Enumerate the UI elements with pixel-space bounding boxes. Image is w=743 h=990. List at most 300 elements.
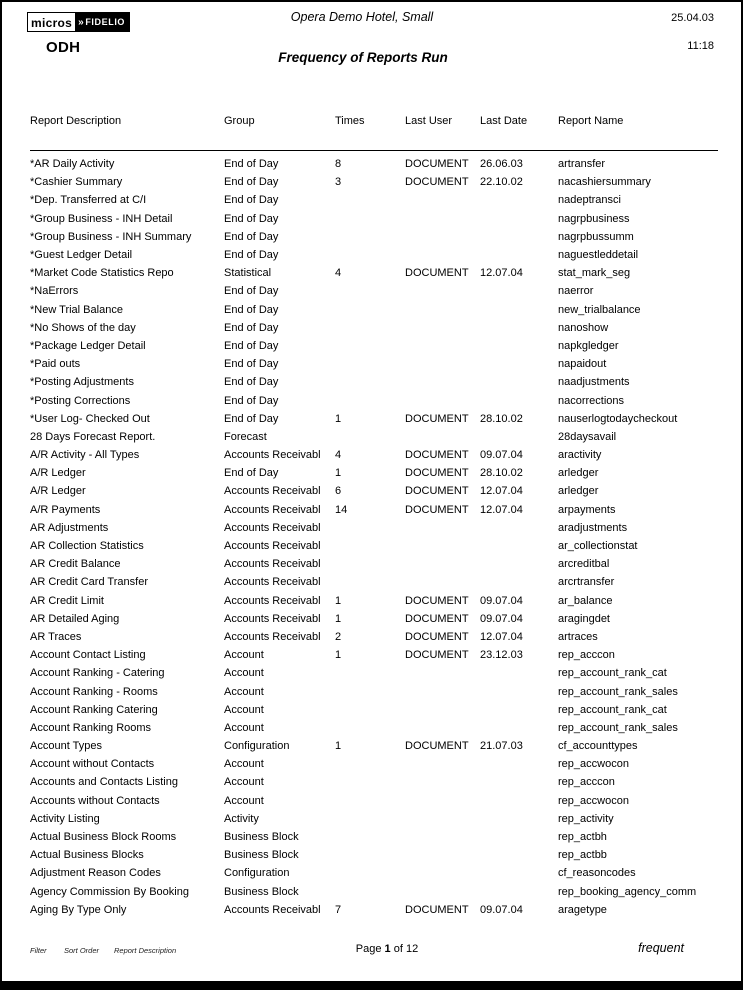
times-cell: 4 (335, 267, 342, 280)
table-row (30, 410, 718, 428)
table-row (30, 319, 718, 337)
table-row (30, 773, 718, 791)
last-user-cell (405, 228, 480, 246)
times-cell: 1 (335, 740, 342, 753)
last-date-cell: 21.07.03 (480, 740, 523, 753)
page-number: 1 (384, 943, 391, 955)
last-date-cell: 09.07.04 (480, 612, 523, 625)
group-cell: End of Day (224, 158, 279, 171)
last-date-cell: 23.12.03 (480, 649, 523, 662)
last-date-cell: 28.10.02 (480, 412, 523, 425)
report-name-cell: arcreditbal (558, 558, 610, 571)
group-cell: Accounts Receivabl (224, 576, 321, 589)
last-date-cell (480, 792, 558, 810)
last-date-cell (480, 319, 558, 337)
last-user-cell (405, 828, 480, 846)
last-date-cell: 26.06.03 (480, 158, 523, 171)
last-date-cell (480, 810, 558, 828)
last-user-cell: DOCUMENT (405, 630, 469, 643)
report-name-cell: artraces (558, 630, 598, 643)
report-name-cell: naerror (558, 285, 594, 298)
report-name-cell: artransfer (558, 158, 606, 171)
last-user-cell (405, 773, 480, 791)
column-header-last-user: Last User (405, 115, 480, 151)
table-row (30, 901, 718, 919)
group-cell: Account (224, 649, 264, 662)
last-user-cell (405, 428, 480, 446)
report-name-cell: ar_balance (558, 594, 613, 607)
last-user-cell (405, 573, 480, 591)
report-name-cell: rep_account_rank_sales (558, 685, 678, 698)
group-cell: End of Day (224, 412, 279, 425)
times-cell: 7 (335, 903, 342, 916)
report-name-cell: nauserlogtodaycheckout (558, 412, 678, 425)
times-cell (335, 391, 405, 409)
report-name-cell: nacashiersummary (558, 176, 651, 189)
last-user-cell (405, 555, 480, 573)
last-user-cell (405, 246, 480, 264)
report-description-cell: Actual Business Blocks (30, 849, 144, 862)
last-date-cell (480, 846, 558, 864)
last-date-cell (480, 573, 558, 591)
times-cell (335, 519, 405, 537)
table-row (30, 428, 718, 446)
report-name-cell: cf_reasoncodes (558, 867, 636, 880)
times-cell (335, 337, 405, 355)
last-user-cell (405, 355, 480, 373)
times-cell (335, 792, 405, 810)
last-date-cell (480, 701, 558, 719)
report-file-name: frequent (638, 941, 684, 955)
report-name-cell: ar_collectionstat (558, 540, 638, 553)
report-description-cell: *NaErrors (30, 285, 79, 298)
group-cell: End of Day (224, 394, 279, 407)
table-row (30, 701, 718, 719)
table-row (30, 264, 718, 282)
table-row (30, 846, 718, 864)
times-cell: 1 (335, 594, 342, 607)
group-cell: Account (224, 794, 264, 807)
times-cell: 1 (335, 467, 342, 480)
report-description-cell: *Paid outs (30, 358, 81, 371)
group-cell: Accounts Receivabl (224, 594, 321, 607)
report-description-cell: Accounts and Contacts Listing (30, 776, 178, 789)
group-cell: Configuration (224, 867, 290, 880)
table-row (30, 573, 718, 591)
group-cell: Account (224, 703, 264, 716)
report-name-cell: naguestleddetail (558, 249, 639, 262)
sort-order-label: Sort Order (64, 946, 100, 955)
group-cell: End of Day (224, 358, 279, 371)
last-date-cell (480, 682, 558, 700)
report-description-cell: Account Ranking - Rooms (30, 685, 158, 698)
report-description-cell: AR Traces (30, 630, 82, 643)
report-name-cell: nacorrections (558, 394, 625, 407)
last-user-cell (405, 282, 480, 300)
report-description-cell: *Group Business - INH Summary (30, 230, 192, 243)
run-time: 11:18 (687, 40, 714, 52)
table-row (30, 482, 718, 500)
report-name-cell: aragingdet (558, 612, 610, 625)
report-description-cell: Account Contact Listing (30, 649, 146, 662)
report-name-cell: nagrpbussumm (558, 230, 634, 243)
report-description-cell: A/R Payments (30, 503, 101, 516)
report-name-cell: cf_accounttypes (558, 740, 638, 753)
group-cell: Forecast (224, 430, 267, 443)
report-description-cell: AR Adjustments (30, 521, 109, 534)
report-description-cell: Account Ranking - Catering (30, 667, 165, 680)
group-cell: Account (224, 685, 264, 698)
group-cell: Accounts Receivabl (224, 540, 321, 553)
last-user-cell: DOCUMENT (405, 740, 469, 753)
times-cell (335, 228, 405, 246)
times-cell (335, 355, 405, 373)
times-cell (335, 755, 405, 773)
report-name-cell: rep_actbh (558, 831, 607, 844)
group-cell: Accounts Receivabl (224, 903, 321, 916)
column-header-group: Group (224, 115, 335, 151)
table-row (30, 610, 718, 628)
report-description-cell: *No Shows of the day (30, 321, 136, 334)
last-date-cell (480, 883, 558, 901)
group-cell: Accounts Receivabl (224, 449, 321, 462)
report-description-cell: Account without Contacts (30, 758, 155, 771)
group-cell: End of Day (224, 303, 279, 316)
report-name-cell: arledger (558, 467, 599, 480)
group-cell: End of Day (224, 249, 279, 262)
report-description-cell: *Posting Corrections (30, 394, 131, 407)
last-user-cell (405, 883, 480, 901)
times-cell: 3 (335, 176, 342, 189)
times-cell (335, 773, 405, 791)
group-cell: Account (224, 758, 264, 771)
table-row (30, 446, 718, 464)
last-user-cell: DOCUMENT (405, 649, 469, 662)
table-row (30, 191, 718, 209)
chevron-right-icon: » (78, 16, 85, 28)
report-name-cell: naadjustments (558, 376, 630, 389)
times-cell (335, 555, 405, 573)
report-title: Frequency of Reports Run (278, 50, 448, 65)
group-cell: End of Day (224, 285, 279, 298)
last-user-cell (405, 682, 480, 700)
last-user-cell (405, 210, 480, 228)
times-cell (335, 282, 405, 300)
times-cell: 4 (335, 449, 342, 462)
hotel-name: Opera Demo Hotel, Small (290, 10, 434, 24)
group-cell: Account (224, 721, 264, 734)
group-cell: End of Day (224, 339, 279, 352)
table-row (30, 883, 718, 901)
table-row (30, 155, 718, 173)
last-date-cell (480, 210, 558, 228)
report-name-cell: new_trialbalance (558, 303, 641, 316)
last-user-cell (405, 846, 480, 864)
report-name-cell: aragetype (558, 903, 607, 916)
last-date-cell (480, 301, 558, 319)
report-name-cell: nagrpbusiness (558, 212, 630, 225)
report-name-cell: arledger (558, 485, 599, 498)
filter-label: Filter (30, 946, 47, 955)
table-row (30, 555, 718, 573)
table-row (30, 864, 718, 882)
report-name-cell: napkgledger (558, 339, 619, 352)
report-description-cell: A/R Activity - All Types (30, 449, 140, 462)
last-user-cell (405, 810, 480, 828)
last-date-cell: 09.07.04 (480, 594, 523, 607)
group-cell: Statistical (224, 267, 272, 280)
report-table (30, 115, 718, 919)
last-date-cell (480, 755, 558, 773)
times-cell (335, 719, 405, 737)
report-description-cell: *Posting Adjustments (30, 376, 134, 389)
times-cell (335, 864, 405, 882)
last-date-cell: 28.10.02 (480, 467, 523, 480)
last-date-cell (480, 282, 558, 300)
report-description-cell: Aging By Type Only (30, 903, 127, 916)
group-cell: Accounts Receivabl (224, 485, 321, 498)
last-date-cell (480, 428, 558, 446)
last-user-cell: DOCUMENT (405, 594, 469, 607)
times-cell (335, 428, 405, 446)
table-row (30, 464, 718, 482)
last-user-cell: DOCUMENT (405, 503, 469, 516)
last-date-cell (480, 337, 558, 355)
last-date-cell (480, 773, 558, 791)
last-date-cell: 22.10.02 (480, 176, 523, 189)
group-cell: Accounts Receivabl (224, 630, 321, 643)
last-date-cell (480, 191, 558, 209)
report-name-cell: rep_accwocon (558, 794, 629, 807)
last-date-cell (480, 228, 558, 246)
report-name-cell: 28daysavail (558, 430, 617, 443)
fidelio-logo-text: » FIDELIO (76, 12, 130, 32)
group-cell: Business Block (224, 831, 299, 844)
table-row (30, 355, 718, 373)
table-row (30, 301, 718, 319)
table-row (30, 391, 718, 409)
report-description-cell: Actual Business Block Rooms (30, 831, 177, 844)
times-cell (335, 664, 405, 682)
last-user-cell (405, 337, 480, 355)
times-cell (335, 810, 405, 828)
last-user-cell (405, 319, 480, 337)
table-row (30, 737, 718, 755)
table-row (30, 246, 718, 264)
table-row (30, 810, 718, 828)
times-cell: 1 (335, 412, 342, 425)
report-description-cell: AR Detailed Aging (30, 612, 120, 625)
table-row (30, 792, 718, 810)
report-name-cell: rep_account_rank_cat (558, 667, 667, 680)
last-user-cell (405, 664, 480, 682)
times-cell: 1 (335, 612, 342, 625)
times-cell (335, 846, 405, 864)
report-name-cell: napaidout (558, 358, 607, 371)
last-date-cell (480, 355, 558, 373)
group-cell: Accounts Receivabl (224, 612, 321, 625)
group-cell: End of Day (224, 230, 279, 243)
sort-order-value: Report Description (114, 946, 177, 955)
report-description-cell: AR Credit Limit (30, 594, 104, 607)
page-bottom-border (2, 981, 741, 988)
table-row (30, 755, 718, 773)
last-user-cell: DOCUMENT (405, 467, 469, 480)
last-date-cell: 12.07.04 (480, 267, 523, 280)
column-header-times: Times (335, 115, 405, 151)
report-name-cell: stat_mark_seg (558, 267, 631, 280)
column-header-report-name: Report Name (558, 115, 718, 151)
last-date-cell: 12.07.04 (480, 630, 523, 643)
times-cell (335, 319, 405, 337)
report-description-cell: *AR Daily Activity (30, 158, 115, 171)
last-date-cell (480, 246, 558, 264)
last-user-cell (405, 519, 480, 537)
report-name-cell: rep_actbb (558, 849, 607, 862)
group-cell: Accounts Receivabl (224, 521, 321, 534)
times-cell: 1 (335, 649, 342, 662)
last-date-cell (480, 373, 558, 391)
last-user-cell: DOCUMENT (405, 158, 469, 171)
table-row (30, 646, 718, 664)
last-user-cell: DOCUMENT (405, 903, 469, 916)
report-description-cell: *Group Business - INH Detail (30, 212, 173, 225)
last-user-cell: DOCUMENT (405, 176, 469, 189)
last-user-cell: DOCUMENT (405, 449, 469, 462)
last-date-cell (480, 519, 558, 537)
last-date-cell (480, 864, 558, 882)
report-name-cell: arcrtransfer (558, 576, 615, 589)
table-row (30, 537, 718, 555)
times-cell (335, 701, 405, 719)
report-description-cell: AR Credit Balance (30, 558, 121, 571)
last-date-cell: 09.07.04 (480, 449, 523, 462)
report-name-cell: rep_account_rank_cat (558, 703, 667, 716)
report-description-cell: AR Collection Statistics (30, 540, 144, 553)
last-date-cell: 12.07.04 (480, 503, 523, 516)
group-cell: End of Day (224, 467, 279, 480)
table-row (30, 228, 718, 246)
times-cell (335, 537, 405, 555)
report-name-cell: rep_acccon (558, 649, 615, 662)
report-name-cell: rep_accwocon (558, 758, 629, 771)
report-description-cell: Account Ranking Rooms (30, 721, 152, 734)
times-cell (335, 246, 405, 264)
property-code: ODH (46, 39, 81, 56)
group-cell: End of Day (224, 376, 279, 389)
table-row (30, 682, 718, 700)
last-user-cell: DOCUMENT (405, 612, 469, 625)
report-name-cell: aradjustments (558, 521, 628, 534)
last-user-cell: DOCUMENT (405, 485, 469, 498)
report-description-cell: *Market Code Statistics Repo (30, 267, 174, 280)
last-date-cell (480, 719, 558, 737)
report-description-cell: Account Ranking Catering (30, 703, 158, 716)
page-indicator: Page 1 of 12 (355, 943, 419, 955)
last-user-cell (405, 864, 480, 882)
run-date: 25.04.03 (671, 12, 714, 24)
report-name-cell: nadeptransci (558, 194, 621, 207)
table-row (30, 173, 718, 191)
group-cell: End of Day (224, 194, 279, 207)
report-description-cell: *New Trial Balance (30, 303, 123, 316)
report-description-cell: Adjustment Reason Codes (30, 867, 161, 880)
report-description-cell: Account Types (30, 740, 102, 753)
table-row (30, 210, 718, 228)
group-cell: End of Day (224, 176, 279, 189)
group-cell: Account (224, 776, 264, 789)
table-row (30, 828, 718, 846)
report-description-cell: A/R Ledger (30, 467, 86, 480)
last-user-cell: DOCUMENT (405, 267, 469, 280)
column-header-report-description: Report Description (30, 115, 224, 151)
group-cell: Account (224, 667, 264, 680)
report-description-cell: Agency Commission By Booking (30, 885, 189, 898)
last-user-cell (405, 301, 480, 319)
group-cell: Accounts Receivabl (224, 558, 321, 571)
report-description-cell: *Dep. Transferred at C/I (30, 194, 147, 207)
last-user-cell (405, 755, 480, 773)
group-cell: Activity (224, 812, 259, 825)
times-cell (335, 682, 405, 700)
times-cell (335, 828, 405, 846)
group-cell: Business Block (224, 849, 299, 862)
table-header-row (30, 115, 718, 151)
last-user-cell (405, 719, 480, 737)
times-cell: 8 (335, 158, 342, 171)
group-cell: End of Day (224, 212, 279, 225)
report-description-cell: Accounts without Contacts (30, 794, 160, 807)
times-cell (335, 191, 405, 209)
last-date-cell (480, 555, 558, 573)
times-cell (335, 573, 405, 591)
last-date-cell (480, 664, 558, 682)
table-row (30, 337, 718, 355)
last-date-cell (480, 828, 558, 846)
times-cell (335, 373, 405, 391)
last-user-cell (405, 537, 480, 555)
column-header-last-date: Last Date (480, 115, 558, 151)
times-cell: 2 (335, 630, 342, 643)
report-table-body (30, 151, 718, 919)
report-name-cell: arpayments (558, 503, 616, 516)
micros-logo-text: micros (27, 12, 76, 32)
table-row (30, 664, 718, 682)
group-cell: End of Day (224, 321, 279, 334)
report-description-cell: *User Log- Checked Out (30, 412, 150, 425)
table-row (30, 501, 718, 519)
table-row (30, 373, 718, 391)
report-description-cell: Activity Listing (30, 812, 100, 825)
last-date-cell: 09.07.04 (480, 903, 523, 916)
last-date-cell: 12.07.04 (480, 485, 523, 498)
last-date-cell (480, 391, 558, 409)
group-cell: Business Block (224, 885, 299, 898)
times-cell: 6 (335, 485, 342, 498)
times-cell (335, 301, 405, 319)
times-cell: 14 (335, 503, 348, 516)
table-row (30, 519, 718, 537)
report-name-cell: aractivity (558, 449, 602, 462)
last-date-cell (480, 537, 558, 555)
report-description-cell: *Guest Ledger Detail (30, 249, 133, 262)
last-user-cell (405, 792, 480, 810)
group-cell: Accounts Receivabl (224, 503, 321, 516)
report-description-cell: 28 Days Forecast Report. (30, 430, 156, 443)
report-description-cell: A/R Ledger (30, 485, 86, 498)
table-row (30, 282, 718, 300)
report-name-cell: rep_activity (558, 812, 614, 825)
